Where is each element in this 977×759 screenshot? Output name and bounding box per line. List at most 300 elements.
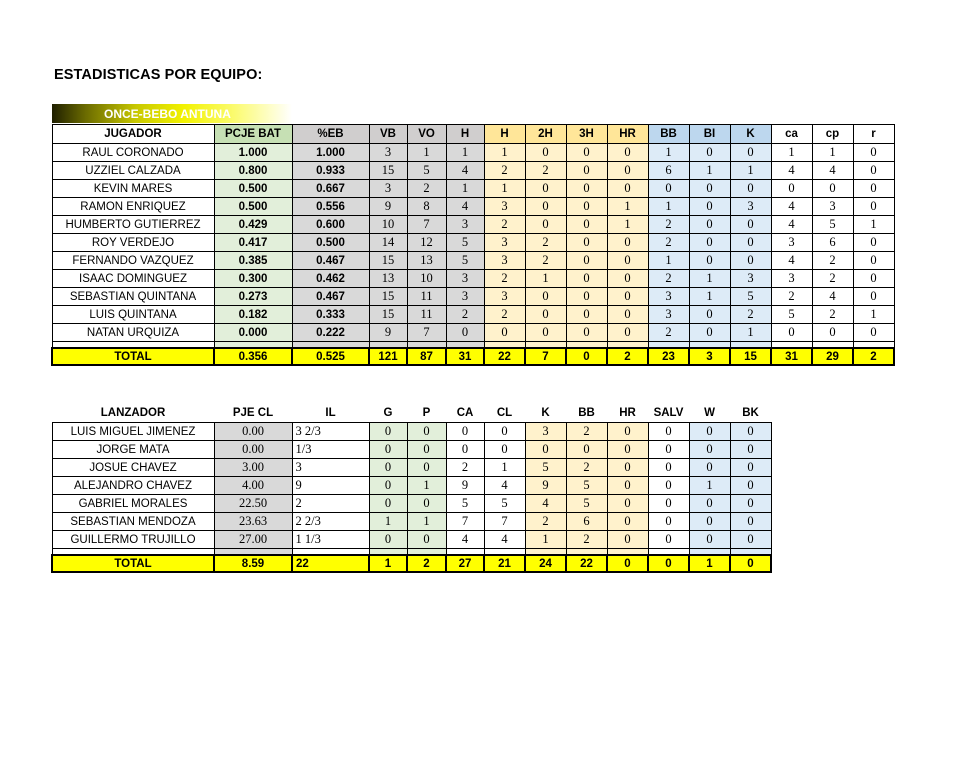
batting-cell: 0 [689, 180, 730, 198]
batting-cell: 2 [446, 306, 484, 324]
batting-cell: 0 [525, 180, 566, 198]
batting-cell: 1 [812, 144, 853, 162]
batting-cell: 3 [484, 234, 525, 252]
player-name: ISAAC DOMINGUEZ [52, 270, 214, 288]
pitching-cell: 0 [446, 423, 484, 441]
pitching-cell: 0 [689, 531, 730, 549]
batting-cell: 1 [446, 180, 484, 198]
batting-cell: 0.800 [214, 162, 292, 180]
batting-cell: 13 [407, 252, 446, 270]
batting-cell: 1 [648, 198, 689, 216]
pitching-row [52, 441, 771, 459]
pitcher-name: SEBASTIAN MENDOZA [52, 513, 214, 531]
batting-header-7: 2H [525, 125, 566, 144]
batting-total-cell: 31 [771, 348, 812, 365]
batting-cell: 2 [648, 234, 689, 252]
batting-cell: 2 [484, 270, 525, 288]
pitching-total-cell: 22 [566, 555, 607, 572]
batting-total-cell: TOTAL [52, 348, 214, 365]
batting-cell: 3 [812, 198, 853, 216]
batting-cell: 0 [566, 324, 607, 342]
player-name: ROY VERDEJO [52, 234, 214, 252]
batting-cell: 0 [607, 270, 648, 288]
pitching-cell: 0 [730, 477, 771, 495]
pitching-cell: 3 2/3 [292, 423, 369, 441]
batting-cell: 0 [607, 288, 648, 306]
pitching-cell: 4 [484, 531, 525, 549]
pitching-cell: 1 [484, 459, 525, 477]
batting-total-cell: 0 [566, 348, 607, 365]
pitching-cell: 2 2/3 [292, 513, 369, 531]
batting-cell: 0 [525, 324, 566, 342]
batting-cell: 1 [484, 180, 525, 198]
batting-total-cell: 2 [607, 348, 648, 365]
batting-cell: 2 [648, 270, 689, 288]
pitching-cell: 0 [648, 495, 689, 513]
batting-row [52, 198, 894, 216]
batting-cell: 0.667 [292, 180, 369, 198]
pitching-cell: 3 [525, 423, 566, 441]
pitching-cell: 0 [730, 459, 771, 477]
batting-header-1: PCJE BAT [214, 125, 292, 144]
batting-cell: 0.500 [214, 198, 292, 216]
batting-cell: 1 [853, 216, 894, 234]
batting-cell: 0.417 [214, 234, 292, 252]
pitching-cell: 0 [369, 459, 407, 477]
pitching-cell: 5 [566, 477, 607, 495]
pitching-cell: 27.00 [214, 531, 292, 549]
pitching-cell: 1 1/3 [292, 531, 369, 549]
pitching-cell: 0 [369, 531, 407, 549]
batting-cell: 0 [566, 252, 607, 270]
batting-cell: 0 [607, 252, 648, 270]
batting-cell: 0.556 [292, 198, 369, 216]
batting-total-cell: 87 [407, 348, 446, 365]
batting-cell: 3 [446, 270, 484, 288]
player-name: RAMON ENRIQUEZ [52, 198, 214, 216]
pitching-cell: 0 [446, 441, 484, 459]
pitching-cell: 0 [730, 423, 771, 441]
batting-cell: 1 [648, 252, 689, 270]
batting-cell: 0 [607, 180, 648, 198]
player-name: NATAN URQUIZA [52, 324, 214, 342]
pitching-cell: 4 [525, 495, 566, 513]
pitching-cell: 2 [566, 423, 607, 441]
pitching-total-cell: 8.59 [214, 555, 292, 572]
batting-cell: 3 [446, 288, 484, 306]
batting-cell: 13 [369, 270, 407, 288]
pitching-total-cell: 0 [607, 555, 648, 572]
pitching-header-11: W [704, 406, 715, 419]
pitching-cell: 0 [730, 441, 771, 459]
batting-cell: 1 [689, 162, 730, 180]
batting-row [52, 324, 894, 342]
pitching-cell: 1 [369, 513, 407, 531]
pitching-cell: 0 [607, 441, 648, 459]
batting-total-row [52, 348, 894, 365]
batting-cell: 8 [407, 198, 446, 216]
player-name: SEBASTIAN QUINTANA [52, 288, 214, 306]
batting-row [52, 288, 894, 306]
player-name: LUIS QUINTANA [52, 306, 214, 324]
batting-cell: 0 [525, 216, 566, 234]
pitching-cell: 5 [566, 495, 607, 513]
pitching-cell: 0 [607, 477, 648, 495]
pitching-cell: 0 [730, 495, 771, 513]
batting-header-0: JUGADOR [52, 125, 214, 144]
batting-cell: 0 [607, 144, 648, 162]
pitching-cell: 1/3 [292, 441, 369, 459]
batting-row [52, 306, 894, 324]
batting-cell: 0 [730, 216, 771, 234]
batting-cell: 0 [730, 252, 771, 270]
pitching-cell: 0 [407, 459, 446, 477]
batting-row [52, 144, 894, 162]
batting-cell: 3 [771, 270, 812, 288]
pitching-cell: 22.50 [214, 495, 292, 513]
batting-cell: 5 [812, 216, 853, 234]
batting-cell: 2 [525, 234, 566, 252]
batting-header-5: H [446, 125, 484, 144]
batting-cell: 15 [369, 162, 407, 180]
pitching-row [52, 495, 771, 513]
batting-row [52, 162, 894, 180]
batting-cell: 0 [853, 234, 894, 252]
batting-cell: 0.933 [292, 162, 369, 180]
batting-cell: 0.500 [292, 234, 369, 252]
batting-total-cell: 15 [730, 348, 771, 365]
pitching-total-cell: TOTAL [52, 555, 214, 572]
batting-cell: 2 [812, 270, 853, 288]
pitching-cell: 0.00 [214, 423, 292, 441]
pitching-header-10: SALV [653, 406, 684, 419]
pitching-cell: 0 [730, 513, 771, 531]
pitching-cell: 0 [369, 495, 407, 513]
batting-total-cell: 23 [648, 348, 689, 365]
batting-cell: 0 [566, 180, 607, 198]
pitching-row [52, 423, 771, 441]
batting-cell: 4 [812, 162, 853, 180]
pitching-cell: 1 [525, 531, 566, 549]
pitching-cell: 0 [607, 495, 648, 513]
batting-row [52, 270, 894, 288]
pitching-cell: 3.00 [214, 459, 292, 477]
pitching-total-cell: 22 [292, 555, 369, 572]
batting-cell: 0 [853, 270, 894, 288]
pitching-cell: 4 [484, 477, 525, 495]
batting-row [52, 216, 894, 234]
pitching-cell: 0 [566, 441, 607, 459]
batting-cell: 7 [407, 324, 446, 342]
player-name: KEVIN MARES [52, 180, 214, 198]
batting-cell: 0 [566, 144, 607, 162]
batting-cell: 7 [407, 216, 446, 234]
pitching-header-8: BB [578, 406, 595, 419]
pitching-cell: 9 [292, 477, 369, 495]
batting-cell: 2 [484, 306, 525, 324]
batting-total-cell: 0.525 [292, 348, 369, 365]
batting-row [52, 234, 894, 252]
pitching-total-cell: 21 [484, 555, 525, 572]
pitching-row [52, 513, 771, 531]
batting-header-9: HR [607, 125, 648, 144]
batting-cell: 3 [484, 198, 525, 216]
batting-total-cell: 3 [689, 348, 730, 365]
pitching-header-12: BK [742, 406, 759, 419]
pitching-cell: 1 [407, 513, 446, 531]
pitching-cell: 2 [446, 459, 484, 477]
batting-cell: 0 [648, 180, 689, 198]
pitching-cell: 4 [446, 531, 484, 549]
batting-cell: 2 [484, 162, 525, 180]
batting-cell: 15 [369, 306, 407, 324]
batting-cell: 11 [407, 306, 446, 324]
batting-table [51, 124, 895, 366]
batting-total-cell: 31 [446, 348, 484, 365]
pitching-cell: 23.63 [214, 513, 292, 531]
batting-cell: 0.462 [292, 270, 369, 288]
batting-cell: 1 [853, 306, 894, 324]
pitching-cell: 0 [689, 459, 730, 477]
batting-cell: 15 [369, 288, 407, 306]
batting-header-row [52, 125, 894, 144]
batting-header-10: BB [648, 125, 689, 144]
batting-total-cell: 7 [525, 348, 566, 365]
team-name-banner: ONCE-BEBO ANTUNA [52, 104, 292, 123]
batting-cell: 0.467 [292, 288, 369, 306]
pitching-cell: 0 [648, 459, 689, 477]
pitching-cell: 0 [689, 423, 730, 441]
batting-cell: 2 [648, 324, 689, 342]
batting-cell: 0 [853, 198, 894, 216]
batting-cell: 0 [689, 198, 730, 216]
batting-cell: 2 [771, 288, 812, 306]
player-name: HUMBERTO GUTIERREZ [52, 216, 214, 234]
batting-header-11: BI [689, 125, 730, 144]
batting-cell: 2 [525, 252, 566, 270]
pitching-total-cell: 0 [648, 555, 689, 572]
batting-cell: 0 [446, 324, 484, 342]
pitcher-name: LUIS MIGUEL JIMENEZ [52, 423, 214, 441]
batting-cell: 9 [369, 198, 407, 216]
pitching-cell: 0 [648, 513, 689, 531]
batting-cell: 2 [730, 306, 771, 324]
pitching-cell: 0 [369, 441, 407, 459]
batting-cell: 1 [771, 144, 812, 162]
batting-cell: 1 [730, 162, 771, 180]
batting-total-cell: 29 [812, 348, 853, 365]
batting-cell: 10 [369, 216, 407, 234]
batting-cell: 0 [853, 324, 894, 342]
pitching-row [52, 459, 771, 477]
batting-cell: 3 [730, 198, 771, 216]
pitching-header-7: K [541, 406, 550, 419]
batting-cell: 2 [525, 162, 566, 180]
pitching-cell: 7 [484, 513, 525, 531]
pitching-cell: 7 [446, 513, 484, 531]
batting-cell: 0.273 [214, 288, 292, 306]
batting-cell: 0 [607, 234, 648, 252]
batting-cell: 5 [730, 288, 771, 306]
batting-cell: 0 [607, 306, 648, 324]
pitching-header-3: G [383, 406, 393, 419]
batting-cell: 4 [771, 162, 812, 180]
batting-cell: 0 [607, 162, 648, 180]
batting-cell: 4 [446, 162, 484, 180]
batting-cell: 0 [689, 252, 730, 270]
batting-cell: 5 [446, 234, 484, 252]
pitching-cell: 0 [369, 423, 407, 441]
batting-cell: 15 [369, 252, 407, 270]
batting-header-6: H [484, 125, 525, 144]
pitching-total-cell: 1 [369, 555, 407, 572]
batting-cell: 4 [771, 198, 812, 216]
pitching-total-cell: 2 [407, 555, 446, 572]
pitching-row [52, 477, 771, 495]
batting-cell: 0.000 [214, 324, 292, 342]
batting-header-2: %EB [292, 125, 369, 144]
batting-cell: 0 [853, 162, 894, 180]
batting-cell: 0 [566, 234, 607, 252]
pitching-cell: 0 [407, 441, 446, 459]
batting-total-cell: 121 [369, 348, 407, 365]
pitching-total-cell: 0 [730, 555, 771, 572]
pitching-header-5: CA [456, 406, 474, 419]
pitching-header-4: P [422, 406, 431, 419]
pitching-cell: 3 [292, 459, 369, 477]
batting-cell: 0 [566, 306, 607, 324]
batting-cell: 0 [525, 144, 566, 162]
pitching-cell: 0 [607, 531, 648, 549]
pitcher-name: GABRIEL MORALES [52, 495, 214, 513]
pitching-cell: 0 [689, 441, 730, 459]
batting-cell: 1 [607, 216, 648, 234]
batting-cell: 2 [407, 180, 446, 198]
batting-cell: 2 [812, 252, 853, 270]
pitching-cell: 0 [607, 423, 648, 441]
pitching-cell: 0 [407, 531, 446, 549]
pitching-body [52, 423, 771, 573]
pitching-cell: 0 [607, 513, 648, 531]
batting-cell: 0 [484, 324, 525, 342]
pitching-cell: 0 [484, 423, 525, 441]
pitching-cell: 5 [484, 495, 525, 513]
batting-row [52, 252, 894, 270]
pitching-cell: 0 [648, 531, 689, 549]
pitcher-name: ALEJANDRO CHAVEZ [52, 477, 214, 495]
batting-cell: 3 [484, 252, 525, 270]
pitching-cell: 0 [648, 477, 689, 495]
batting-cell: 1.000 [292, 144, 369, 162]
batting-cell: 0 [525, 288, 566, 306]
pitching-cell: 0 [607, 459, 648, 477]
batting-header-14: cp [812, 125, 853, 144]
batting-cell: 2 [484, 216, 525, 234]
batting-cell: 0.300 [214, 270, 292, 288]
batting-cell: 4 [446, 198, 484, 216]
batting-cell: 0.182 [214, 306, 292, 324]
batting-cell: 5 [771, 306, 812, 324]
batting-cell: 6 [648, 162, 689, 180]
pitcher-name: GUILLERMO TRUJILLO [52, 531, 214, 549]
batting-cell: 0 [689, 306, 730, 324]
player-name: UZZIEL CALZADA [52, 162, 214, 180]
pitching-cell: 9 [525, 477, 566, 495]
batting-cell: 2 [812, 306, 853, 324]
batting-cell: 0.333 [292, 306, 369, 324]
pitching-cell: 2 [525, 513, 566, 531]
pitching-cell: 2 [566, 459, 607, 477]
pitching-cell: 0 [689, 495, 730, 513]
batting-row [52, 180, 894, 198]
batting-cell: 4 [812, 288, 853, 306]
batting-cell: 0 [812, 180, 853, 198]
pitching-cell: 4.00 [214, 477, 292, 495]
batting-total-cell: 22 [484, 348, 525, 365]
player-name: FERNANDO VAZQUEZ [52, 252, 214, 270]
pitching-table [51, 403, 772, 573]
pitching-cell: 1 [689, 477, 730, 495]
pitching-cell: 1 [407, 477, 446, 495]
batting-cell: 3 [369, 144, 407, 162]
batting-cell: 2 [648, 216, 689, 234]
pitching-cell: 0 [648, 441, 689, 459]
batting-cell: 0 [853, 144, 894, 162]
pitching-header-6: CL [496, 406, 513, 419]
batting-cell: 0.600 [292, 216, 369, 234]
page-title: ESTADISTICAS POR EQUIPO: [54, 67, 263, 83]
batting-cell: 0 [771, 324, 812, 342]
pitching-cell: 2 [292, 495, 369, 513]
batting-cell: 14 [369, 234, 407, 252]
batting-cell: 3 [446, 216, 484, 234]
batting-cell: 0 [689, 144, 730, 162]
pitching-header-2: IL [325, 406, 336, 419]
batting-header-15: r [853, 125, 894, 144]
pitcher-name: JOSUE CHAVEZ [52, 459, 214, 477]
pitching-cell: 2 [566, 531, 607, 549]
batting-cell: 4 [771, 216, 812, 234]
pitching-cell: 0 [369, 477, 407, 495]
batting-cell: 3 [369, 180, 407, 198]
batting-cell: 0 [853, 180, 894, 198]
batting-cell: 0 [730, 234, 771, 252]
batting-cell: 0 [689, 216, 730, 234]
batting-cell: 0 [525, 198, 566, 216]
batting-cell: 11 [407, 288, 446, 306]
pitching-cell: 0 [648, 423, 689, 441]
batting-cell: 0.429 [214, 216, 292, 234]
batting-cell: 0 [730, 144, 771, 162]
batting-cell: 1 [648, 144, 689, 162]
pitching-header-9: HR [619, 406, 636, 419]
pitching-header-0: LANZADOR [100, 406, 166, 419]
batting-cell: 3 [648, 288, 689, 306]
pitching-header-1: PJE CL [232, 406, 274, 419]
pitching-cell: 6 [566, 513, 607, 531]
pitching-total-cell: 1 [689, 555, 730, 572]
batting-cell: 0 [730, 180, 771, 198]
batting-body [52, 144, 894, 366]
batting-total-cell: 2 [853, 348, 894, 365]
player-name: RAUL CORONADO [52, 144, 214, 162]
batting-cell: 1 [689, 288, 730, 306]
pitching-total-cell: 24 [525, 555, 566, 572]
batting-cell: 0.500 [214, 180, 292, 198]
batting-cell: 3 [648, 306, 689, 324]
batting-cell: 0 [771, 180, 812, 198]
batting-cell: 1 [525, 270, 566, 288]
